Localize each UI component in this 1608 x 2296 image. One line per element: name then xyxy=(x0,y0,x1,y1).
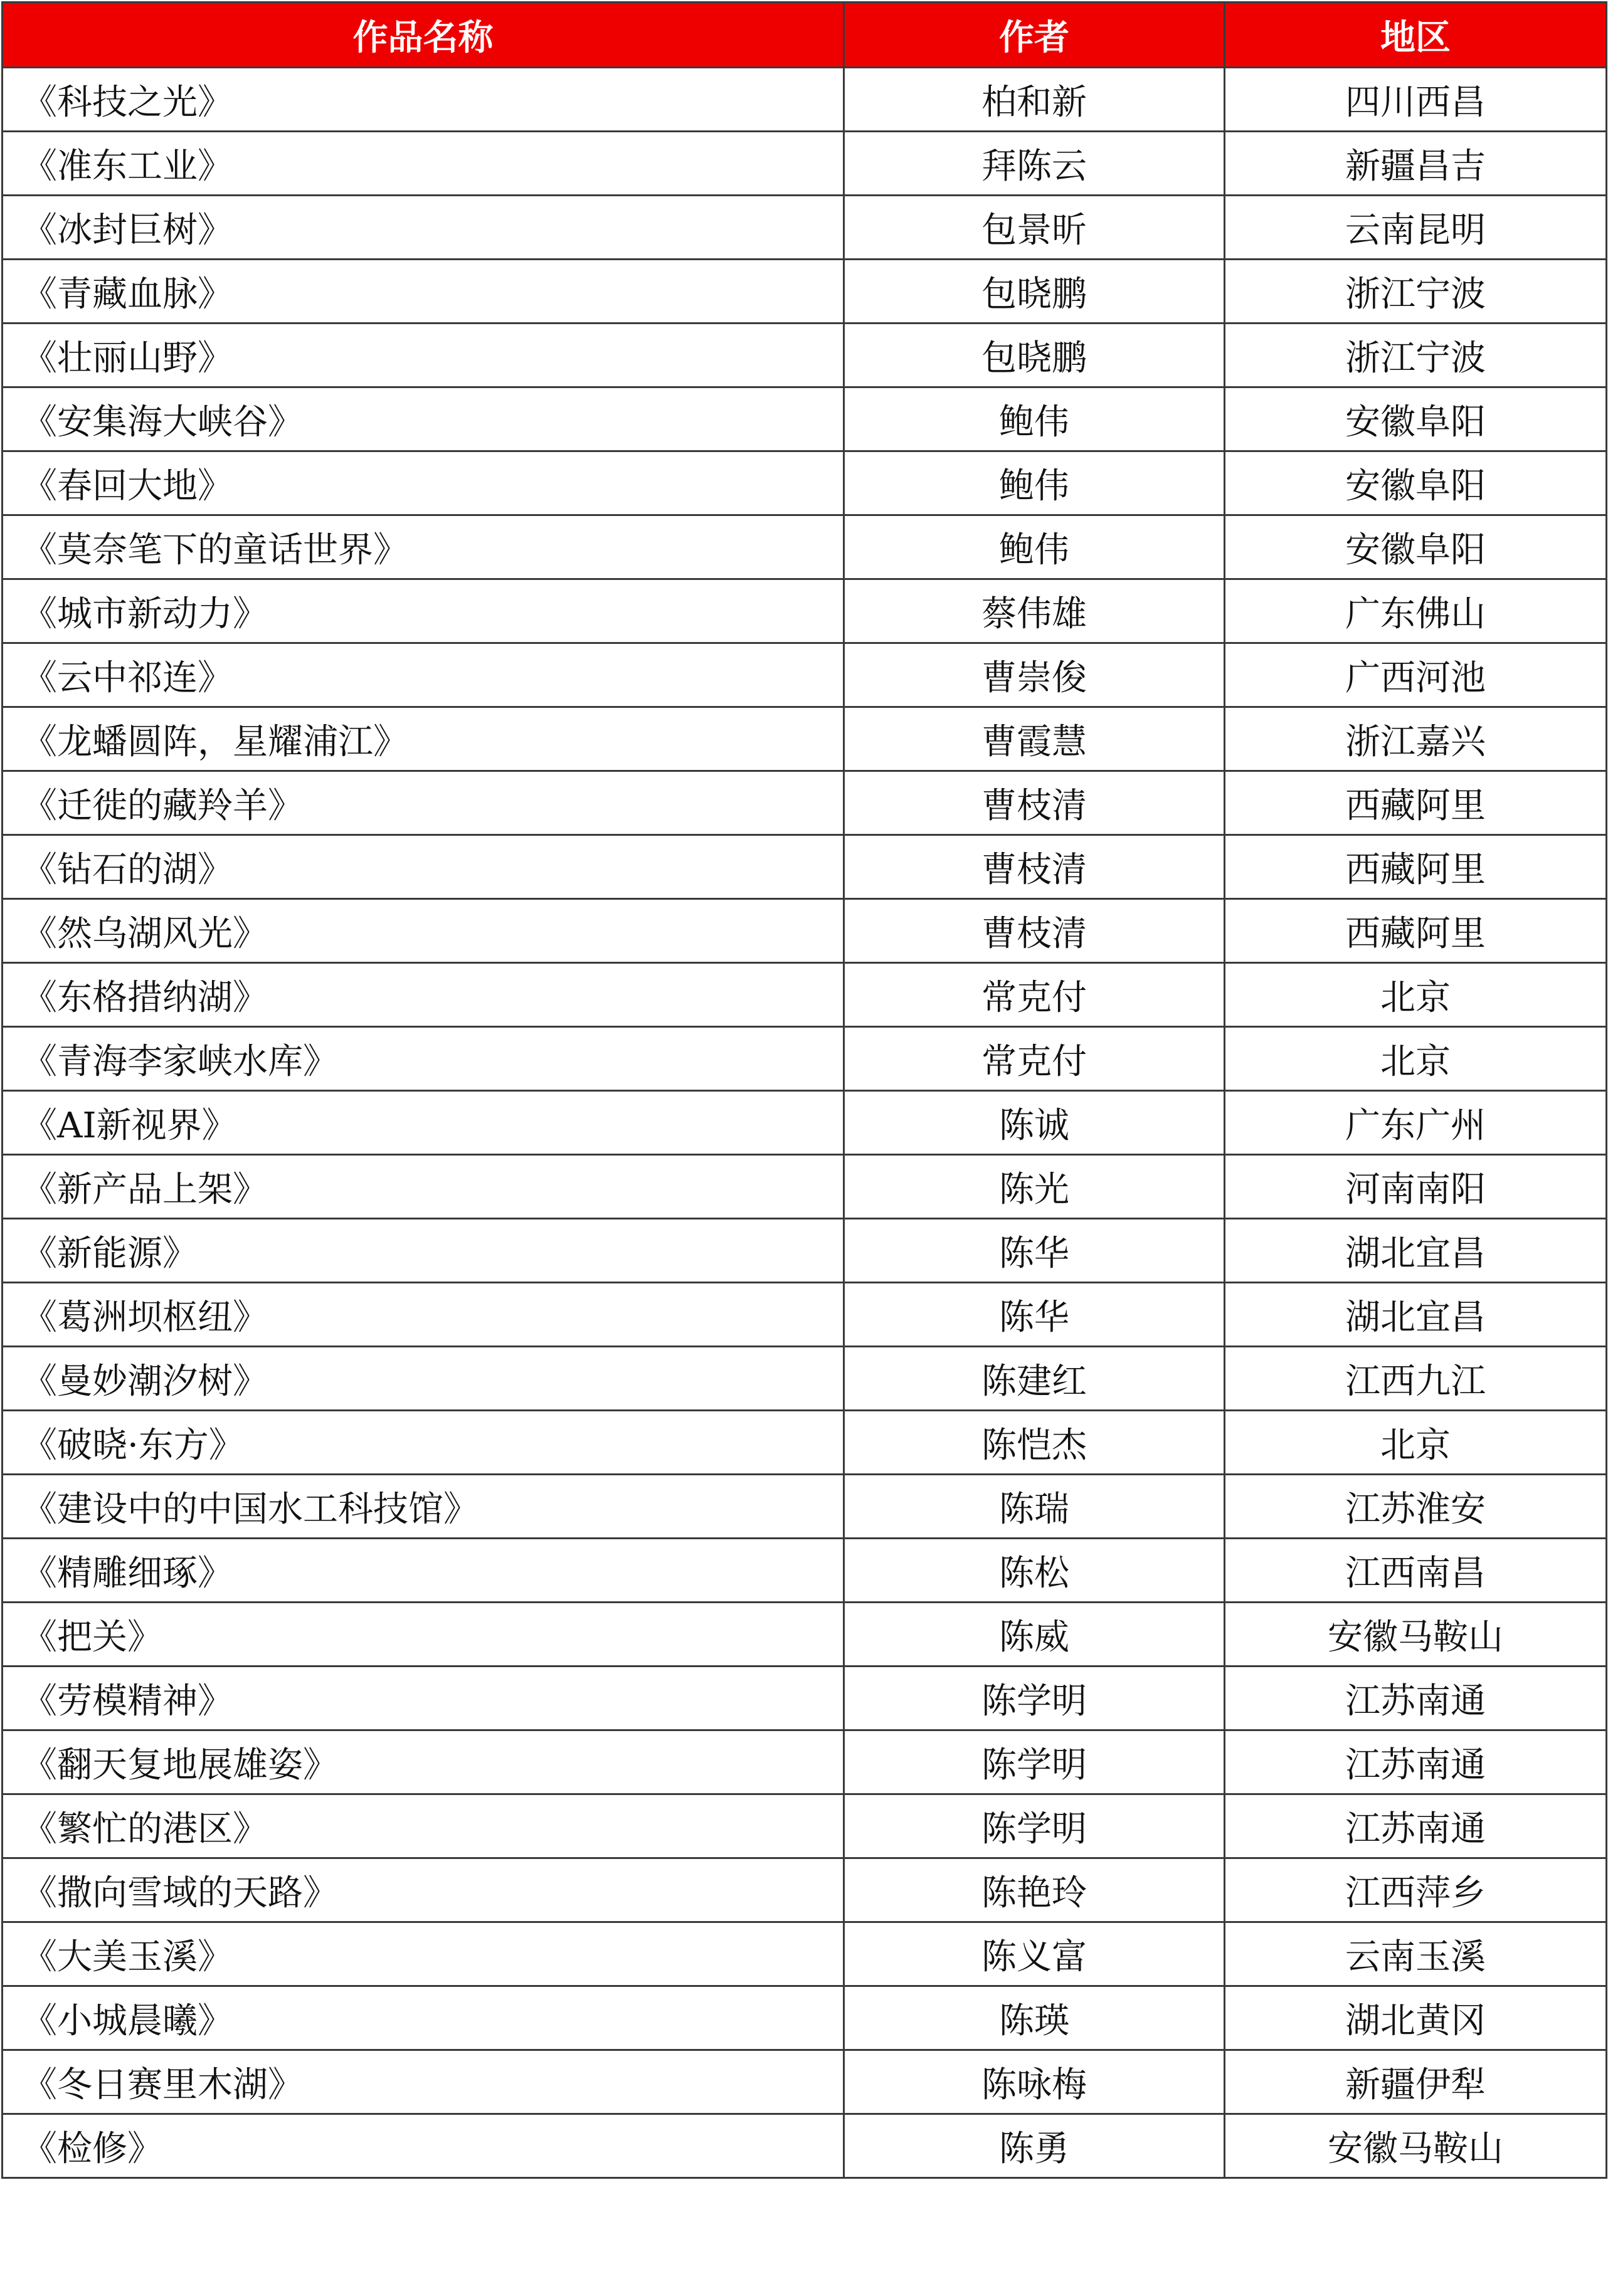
title-cell: 《AI新视界》 xyxy=(3,1091,844,1155)
title-cell: 《钻石的湖》 xyxy=(3,835,844,899)
table-row xyxy=(3,1794,1607,1858)
table-row xyxy=(3,68,1607,132)
table-row xyxy=(3,963,1607,1027)
region-cell: 新疆伊犁 xyxy=(1225,2050,1607,2114)
author-cell: 拜陈云 xyxy=(844,132,1225,196)
region-cell: 湖北宜昌 xyxy=(1225,1219,1607,1283)
table-row xyxy=(3,1922,1607,1986)
title-cell: 《撒向雪域的天路》 xyxy=(3,1858,844,1922)
author-cell: 陈威 xyxy=(844,1603,1225,1667)
title-cell: 《检修》 xyxy=(3,2114,844,2178)
region-cell: 西藏阿里 xyxy=(1225,771,1607,835)
table-row xyxy=(3,451,1607,515)
region-cell: 安徽阜阳 xyxy=(1225,387,1607,451)
region-cell: 北京 xyxy=(1225,1027,1607,1091)
region-cell: 广东佛山 xyxy=(1225,579,1607,643)
author-cell: 陈学明 xyxy=(844,1794,1225,1858)
region-cell: 浙江宁波 xyxy=(1225,324,1607,387)
author-cell: 陈恺杰 xyxy=(844,1411,1225,1475)
table-header-row xyxy=(3,3,1607,68)
title-cell: 《精雕细琢》 xyxy=(3,1539,844,1603)
table-body xyxy=(3,68,1607,2178)
author-cell: 鲍伟 xyxy=(844,451,1225,515)
author-cell: 包晓鹏 xyxy=(844,260,1225,324)
region-cell: 新疆昌吉 xyxy=(1225,132,1607,196)
title-cell: 《葛洲坝枢纽》 xyxy=(3,1283,844,1347)
table-row xyxy=(3,707,1607,771)
title-cell: 《云中祁连》 xyxy=(3,643,844,707)
title-cell: 《迁徙的藏羚羊》 xyxy=(3,771,844,835)
author-cell: 柏和新 xyxy=(844,68,1225,132)
region-cell: 湖北黄冈 xyxy=(1225,1986,1607,2050)
table-row xyxy=(3,643,1607,707)
author-cell: 陈建红 xyxy=(844,1347,1225,1411)
table-row xyxy=(3,1027,1607,1091)
table-row xyxy=(3,1603,1607,1667)
region-cell: 西藏阿里 xyxy=(1225,899,1607,963)
table-row xyxy=(3,1475,1607,1539)
works-table xyxy=(1,1,1607,2179)
title-cell: 《翻天复地展雄姿》 xyxy=(3,1730,844,1794)
title-cell: 《然乌湖风光》 xyxy=(3,899,844,963)
author-cell: 陈学明 xyxy=(844,1667,1225,1730)
author-cell: 陈艳玲 xyxy=(844,1858,1225,1922)
table-row xyxy=(3,1155,1607,1219)
table-row xyxy=(3,196,1607,260)
region-cell: 北京 xyxy=(1225,1411,1607,1475)
table-row xyxy=(3,1730,1607,1794)
author-cell: 曹崇俊 xyxy=(844,643,1225,707)
title-cell: 《准东工业》 xyxy=(3,132,844,196)
author-cell: 曹枝清 xyxy=(844,835,1225,899)
region-cell: 浙江嘉兴 xyxy=(1225,707,1607,771)
title-cell: 《青藏血脉》 xyxy=(3,260,844,324)
author-cell: 陈瑞 xyxy=(844,1475,1225,1539)
table-row xyxy=(3,1411,1607,1475)
table-row xyxy=(3,2114,1607,2178)
region-cell: 四川西昌 xyxy=(1225,68,1607,132)
author-cell: 陈咏梅 xyxy=(844,2050,1225,2114)
region-cell: 广东广州 xyxy=(1225,1091,1607,1155)
title-cell: 《劳模精神》 xyxy=(3,1667,844,1730)
title-cell: 《科技之光》 xyxy=(3,68,844,132)
author-cell: 鲍伟 xyxy=(844,387,1225,451)
title-cell: 《破晓·东方》 xyxy=(3,1411,844,1475)
header-author: 作者 xyxy=(844,3,1225,68)
region-cell: 安徽马鞍山 xyxy=(1225,2114,1607,2178)
author-cell: 常克付 xyxy=(844,963,1225,1027)
table-row xyxy=(3,1347,1607,1411)
author-cell: 曹霞慧 xyxy=(844,707,1225,771)
title-cell: 《冬日赛里木湖》 xyxy=(3,2050,844,2114)
title-cell: 《城市新动力》 xyxy=(3,579,844,643)
author-cell: 包景昕 xyxy=(844,196,1225,260)
author-cell: 常克付 xyxy=(844,1027,1225,1091)
author-cell: 包晓鹏 xyxy=(844,324,1225,387)
table-row xyxy=(3,1091,1607,1155)
author-cell: 鲍伟 xyxy=(844,515,1225,579)
table-row xyxy=(3,835,1607,899)
author-cell: 曹枝清 xyxy=(844,899,1225,963)
title-cell: 《繁忙的港区》 xyxy=(3,1794,844,1858)
table-row xyxy=(3,771,1607,835)
author-cell: 陈勇 xyxy=(844,2114,1225,2178)
title-cell: 《大美玉溪》 xyxy=(3,1922,844,1986)
table-row xyxy=(3,1219,1607,1283)
table-row xyxy=(3,324,1607,387)
region-cell: 安徽阜阳 xyxy=(1225,451,1607,515)
region-cell: 江西九江 xyxy=(1225,1347,1607,1411)
table-row xyxy=(3,515,1607,579)
region-cell: 江苏南通 xyxy=(1225,1667,1607,1730)
header-region: 地区 xyxy=(1225,3,1607,68)
region-cell: 江西萍乡 xyxy=(1225,1858,1607,1922)
author-cell: 蔡伟雄 xyxy=(844,579,1225,643)
region-cell: 浙江宁波 xyxy=(1225,260,1607,324)
author-cell: 陈学明 xyxy=(844,1730,1225,1794)
region-cell: 安徽阜阳 xyxy=(1225,515,1607,579)
title-cell: 《新能源》 xyxy=(3,1219,844,1283)
table-row xyxy=(3,1283,1607,1347)
region-cell: 云南玉溪 xyxy=(1225,1922,1607,1986)
title-cell: 《春回大地》 xyxy=(3,451,844,515)
table-row xyxy=(3,1858,1607,1922)
title-cell: 《把关》 xyxy=(3,1603,844,1667)
author-cell: 陈华 xyxy=(844,1219,1225,1283)
table-row xyxy=(3,2050,1607,2114)
author-cell: 陈华 xyxy=(844,1283,1225,1347)
region-cell: 河南南阳 xyxy=(1225,1155,1607,1219)
region-cell: 云南昆明 xyxy=(1225,196,1607,260)
region-cell: 江苏淮安 xyxy=(1225,1475,1607,1539)
title-cell: 《建设中的中国水工科技馆》 xyxy=(3,1475,844,1539)
title-cell: 《龙蟠圆阵，星耀浦江》 xyxy=(3,707,844,771)
region-cell: 湖北宜昌 xyxy=(1225,1283,1607,1347)
author-cell: 曹枝清 xyxy=(844,771,1225,835)
author-cell: 陈光 xyxy=(844,1155,1225,1219)
table-row xyxy=(3,387,1607,451)
region-cell: 安徽马鞍山 xyxy=(1225,1603,1607,1667)
table-row xyxy=(3,579,1607,643)
region-cell: 西藏阿里 xyxy=(1225,835,1607,899)
table-row xyxy=(3,260,1607,324)
author-cell: 陈松 xyxy=(844,1539,1225,1603)
region-cell: 江苏南通 xyxy=(1225,1794,1607,1858)
works-table-container xyxy=(1,1,1605,2179)
table-row xyxy=(3,132,1607,196)
region-cell: 江西南昌 xyxy=(1225,1539,1607,1603)
title-cell: 《曼妙潮汐树》 xyxy=(3,1347,844,1411)
author-cell: 陈义富 xyxy=(844,1922,1225,1986)
title-cell: 《莫奈笔下的童话世界》 xyxy=(3,515,844,579)
title-cell: 《冰封巨树》 xyxy=(3,196,844,260)
author-cell: 陈瑛 xyxy=(844,1986,1225,2050)
region-cell: 广西河池 xyxy=(1225,643,1607,707)
title-cell: 《东格措纳湖》 xyxy=(3,963,844,1027)
table-row xyxy=(3,1667,1607,1730)
title-cell: 《壮丽山野》 xyxy=(3,324,844,387)
table-row xyxy=(3,1986,1607,2050)
title-cell: 《青海李家峡水库》 xyxy=(3,1027,844,1091)
title-cell: 《安集海大峡谷》 xyxy=(3,387,844,451)
table-row xyxy=(3,899,1607,963)
table-row xyxy=(3,1539,1607,1603)
region-cell: 北京 xyxy=(1225,963,1607,1027)
title-cell: 《小城晨曦》 xyxy=(3,1986,844,2050)
author-cell: 陈诚 xyxy=(844,1091,1225,1155)
title-cell: 《新产品上架》 xyxy=(3,1155,844,1219)
header-title: 作品名称 xyxy=(3,3,844,68)
region-cell: 江苏南通 xyxy=(1225,1730,1607,1794)
